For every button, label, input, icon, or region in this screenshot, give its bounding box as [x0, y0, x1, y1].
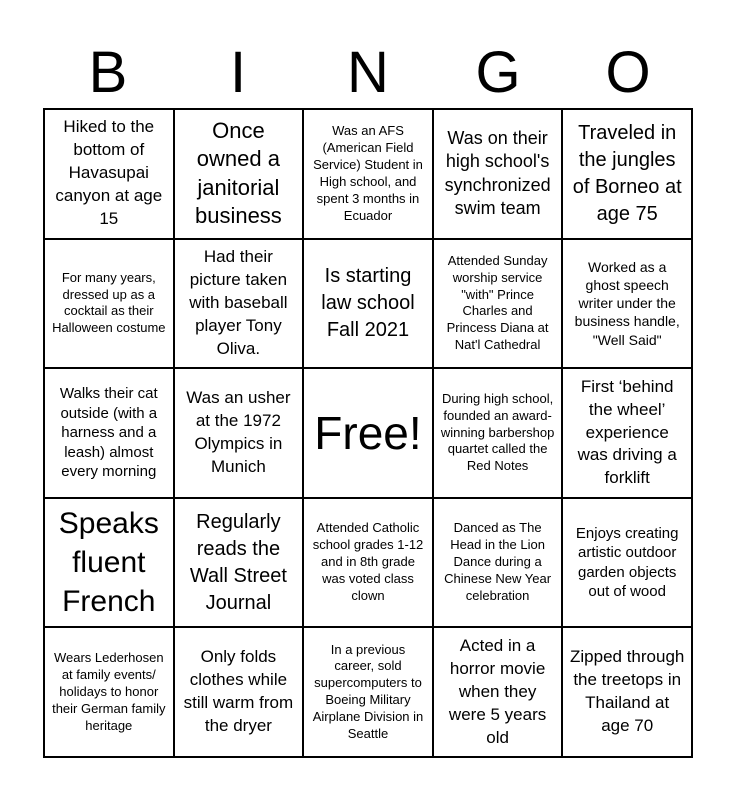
bingo-cell[interactable]: Was an usher at the 1972 Olympics in Munich [174, 368, 304, 498]
header-letter-n: N [347, 40, 389, 105]
header-letter-o: O [605, 40, 651, 105]
bingo-cell[interactable]: Hiked to the bottom of Havasupai canyon at age 15 [44, 109, 174, 239]
bingo-cell[interactable]: Was on their high school's synchronized swim team [433, 109, 563, 239]
bingo-header [43, 38, 693, 108]
bingo-cell[interactable]: Traveled in the jungles of Borneo at age 75 [562, 109, 692, 239]
bingo-cell[interactable]: First ‘behind the wheel’ experience was driving a forklift [562, 368, 692, 498]
bingo-cell[interactable]: Zipped through the treetops in Thailand at age 70 [562, 627, 692, 757]
bingo-cell[interactable]: For many years, dressed up as a cocktail as their Halloween costume [44, 239, 174, 369]
bingo-cell[interactable]: Attended Catholic school grades 1-12 and in 8th grade was voted class clown [303, 498, 433, 628]
bingo-cell[interactable]: Attended Sunday worship service "with" Prince Charles and Princess Diana at Nat'l Cathedral [433, 239, 563, 369]
free-space-cell[interactable]: Free! [303, 368, 433, 498]
bingo-cell[interactable]: Regularly reads the Wall Street Journal [174, 498, 304, 628]
header-letter-g: G [475, 40, 521, 105]
bingo-cell[interactable]: Wears Lederhosen at family events/ holidays to honor their German family heritage [44, 627, 174, 757]
bingo-grid [43, 108, 693, 758]
bingo-cell[interactable]: Speaks fluent French [44, 498, 174, 628]
bingo-cell[interactable]: Was an AFS (American Field Service) Student in High school, and spent 3 months in Ecuador [303, 109, 433, 239]
bingo-cell[interactable]: In a previous career, sold supercomputers to Boeing Military Airplane Division in Seattle [303, 627, 433, 757]
header-letter-i: I [229, 40, 247, 105]
bingo-cell[interactable]: Walks their cat outside (with a harness and a leash) almost every morning [44, 368, 174, 498]
bingo-cell[interactable]: Is starting law school Fall 2021 [303, 239, 433, 369]
bingo-cell[interactable]: Danced as The Head in the Lion Dance during a Chinese New Year celebration [433, 498, 563, 628]
bingo-cell[interactable]: Had their picture taken with baseball player Tony Oliva. [174, 239, 304, 369]
header-letter-b: B [88, 40, 128, 105]
bingo-cell[interactable]: Once owned a janitorial business [174, 109, 304, 239]
bingo-cell[interactable]: Acted in a horror movie when they were 5 years old [433, 627, 563, 757]
bingo-cell[interactable]: Enjoys creating artistic outdoor garden objects out of wood [562, 498, 692, 628]
bingo-cell[interactable]: Worked as a ghost speech writer under the business handle, "Well Said" [562, 239, 692, 369]
bingo-cell[interactable]: Only folds clothes while still warm from the dryer [174, 627, 304, 757]
bingo-cell[interactable]: During high school, founded an award-winning barbershop quartet called the Red Notes [433, 368, 563, 498]
